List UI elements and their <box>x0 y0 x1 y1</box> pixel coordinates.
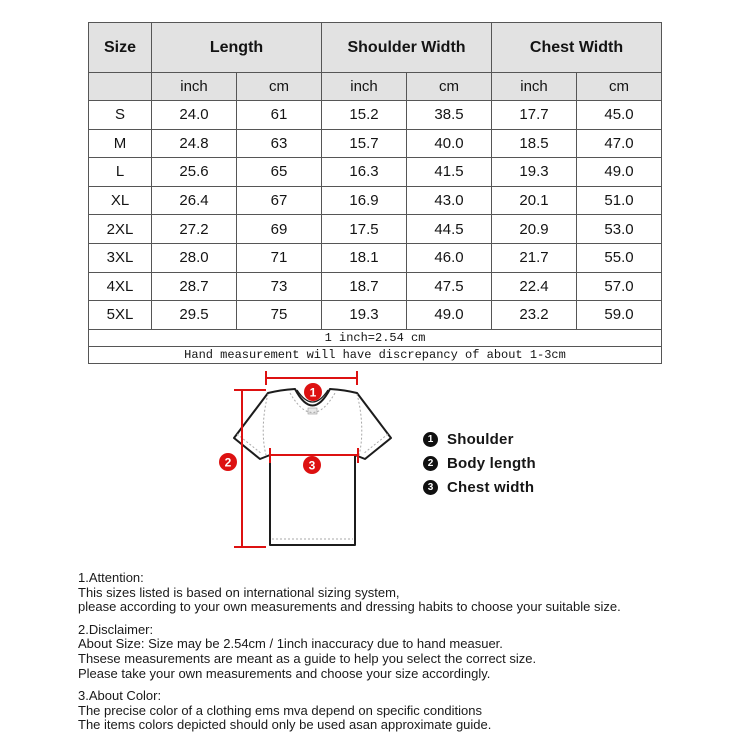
legend-item-chest-width <box>423 480 536 495</box>
value-cell: 71 <box>237 243 322 272</box>
value-cell: 53.0 <box>577 215 662 244</box>
legend-label-chest-width: Chest width <box>447 479 535 496</box>
table-units-row <box>89 73 662 101</box>
col-header-chest-width: Chest Width <box>492 23 662 73</box>
value-cell: 19.3 <box>492 158 577 187</box>
value-cell: 22.4 <box>492 272 577 301</box>
value-cell: 18.1 <box>322 243 407 272</box>
note-line: The precise color of a clothing ems mva depend on specific conditions <box>78 702 482 718</box>
note-line: The items colors depicted should only be used asan approximate guide. <box>78 717 492 733</box>
value-cell: 17.7 <box>492 101 577 130</box>
table-row-2xl <box>89 215 662 244</box>
size-chart-table <box>88 22 662 364</box>
note-attention <box>78 571 698 615</box>
legend-badge-3: 3 <box>423 480 438 495</box>
footnote-row-discrepancy <box>89 346 662 363</box>
value-cell: 28.0 <box>152 243 237 272</box>
table-row-s <box>89 101 662 130</box>
col-header-size: Size <box>89 23 152 73</box>
value-cell: 69 <box>237 215 322 244</box>
table-row-3xl <box>89 243 662 272</box>
size-cell: 5XL <box>89 301 152 330</box>
unit-header: inch <box>322 73 407 101</box>
note-title: 1.Attention: <box>78 570 144 585</box>
value-cell: 24.8 <box>152 129 237 158</box>
legend-item-body-length <box>423 456 536 471</box>
legend-badge-1: 1 <box>423 432 438 447</box>
col-header-length: Length <box>152 23 322 73</box>
value-cell: 57.0 <box>577 272 662 301</box>
table-row-l <box>89 158 662 187</box>
value-cell: 15.7 <box>322 129 407 158</box>
table-header-row <box>89 23 662 73</box>
size-cell: S <box>89 101 152 130</box>
note-title: 2.Disclaimer: <box>78 621 154 637</box>
value-cell: 73 <box>237 272 322 301</box>
measurement-legend <box>423 432 536 504</box>
value-cell: 75 <box>237 301 322 330</box>
value-cell: 44.5 <box>407 215 492 244</box>
svg-text:2: 2 <box>224 455 232 470</box>
value-cell: 49.0 <box>407 301 492 330</box>
note-title: 3.About Color: <box>78 688 162 704</box>
note-line: please according to your own measurements and dressing habits to choose your suitable size. <box>78 599 621 615</box>
footnote-row-conversion <box>89 329 662 346</box>
value-cell: 16.3 <box>322 158 407 187</box>
value-cell: 46.0 <box>407 243 492 272</box>
unit-header: inch <box>492 73 577 101</box>
table-row-5xl <box>89 301 662 330</box>
notes-block <box>78 571 698 741</box>
value-cell: 21.7 <box>492 243 577 272</box>
units-empty-cell <box>89 73 152 101</box>
value-cell: 23.2 <box>492 301 577 330</box>
note-about-color <box>78 689 698 733</box>
size-cell: 4XL <box>89 272 152 301</box>
note-line: This sizes listed is based on international sizing system, <box>78 584 400 600</box>
unit-header: inch <box>152 73 237 101</box>
value-cell: 55.0 <box>577 243 662 272</box>
value-cell: 40.0 <box>407 129 492 158</box>
value-cell: 26.4 <box>152 186 237 215</box>
table-row-xl <box>89 186 662 215</box>
value-cell: 47.5 <box>407 272 492 301</box>
value-cell: 51.0 <box>577 186 662 215</box>
svg-text:3: 3 <box>308 458 316 473</box>
value-cell: 15.2 <box>322 101 407 130</box>
value-cell: 38.5 <box>407 101 492 130</box>
legend-label-shoulder: Shoulder <box>447 431 514 448</box>
size-cell: 2XL <box>89 215 152 244</box>
value-cell: 28.7 <box>152 272 237 301</box>
size-cell: M <box>89 129 152 158</box>
col-header-shoulder-width: Shoulder Width <box>322 23 492 73</box>
note-line: About Size: Size may be 2.54cm / 1inch inaccuracy due to hand measuer. <box>78 636 503 652</box>
collar-tag <box>308 408 317 414</box>
unit-header: cm <box>407 73 492 101</box>
legend-label-body-length: Body length <box>447 455 536 472</box>
value-cell: 47.0 <box>577 129 662 158</box>
value-cell: 63 <box>237 129 322 158</box>
value-cell: 25.6 <box>152 158 237 187</box>
note-line: Thsese measurements are meant as a guide to help you select the correct size. <box>78 650 537 666</box>
legend-item-shoulder <box>423 432 536 447</box>
size-cell: L <box>89 158 152 187</box>
note-disclaimer <box>78 623 698 681</box>
value-cell: 45.0 <box>577 101 662 130</box>
value-cell: 61 <box>237 101 322 130</box>
value-cell: 17.5 <box>322 215 407 244</box>
unit-header: cm <box>577 73 662 101</box>
value-cell: 67 <box>237 186 322 215</box>
value-cell: 49.0 <box>577 158 662 187</box>
value-cell: 19.3 <box>322 301 407 330</box>
value-cell: 20.9 <box>492 215 577 244</box>
svg-text:1: 1 <box>309 385 317 400</box>
value-cell: 18.5 <box>492 129 577 158</box>
value-cell: 24.0 <box>152 101 237 130</box>
value-cell: 27.2 <box>152 215 237 244</box>
value-cell: 65 <box>237 158 322 187</box>
unit-header: cm <box>237 73 322 101</box>
table-row-m <box>89 129 662 158</box>
value-cell: 20.1 <box>492 186 577 215</box>
value-cell: 59.0 <box>577 301 662 330</box>
footnote-conversion: 1 inch=2.54 cm <box>89 329 662 346</box>
value-cell: 18.7 <box>322 272 407 301</box>
footnote-discrepancy: Hand measurement will have discrepancy of about 1-3cm <box>89 346 662 363</box>
value-cell: 41.5 <box>407 158 492 187</box>
size-cell: XL <box>89 186 152 215</box>
value-cell: 43.0 <box>407 186 492 215</box>
table-row-4xl <box>89 272 662 301</box>
legend-badge-2: 2 <box>423 456 438 471</box>
value-cell: 29.5 <box>152 301 237 330</box>
value-cell: 16.9 <box>322 186 407 215</box>
note-line: Please take your own measurements and choose your size accordingly. <box>78 665 491 681</box>
size-cell: 3XL <box>89 243 152 272</box>
